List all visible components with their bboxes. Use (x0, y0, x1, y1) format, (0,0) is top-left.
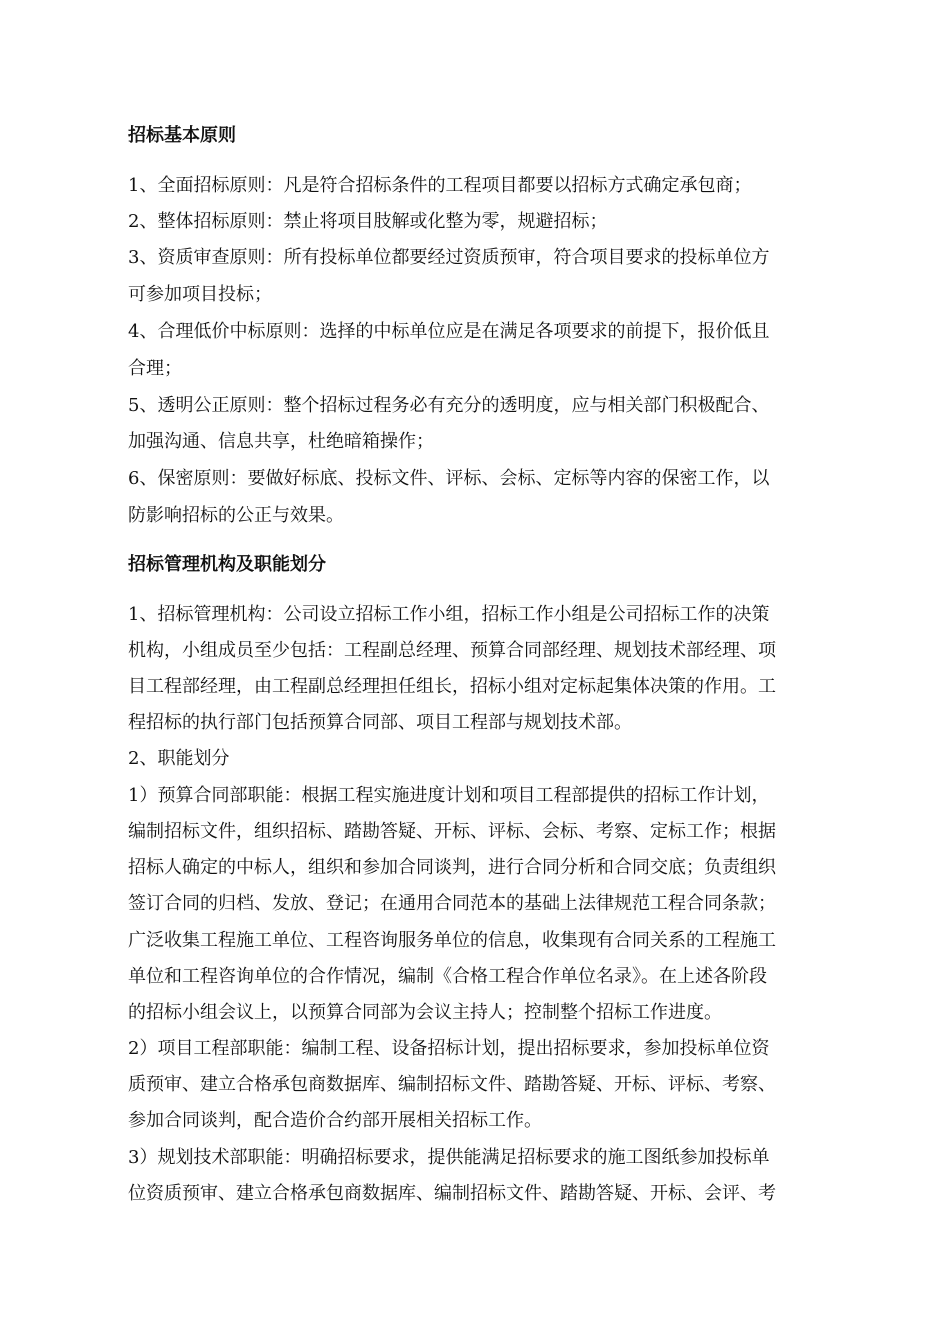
paragraph-line: 位资质预审、建立合格承包商数据库、编制招标文件、踏勘答疑、开标、会评、考 (128, 1183, 776, 1204)
paragraph-line: 3、资质审查原则：所有投标单位都要经过资质预审，符合项目要求的投标单位方 (128, 247, 770, 268)
paragraph-line: 3）规划技术部职能：明确招标要求，提供能满足招标要求的施工图纸参加投标单 (128, 1147, 770, 1168)
paragraph-line: 2、职能划分 (128, 748, 230, 769)
paragraph-line: 加强沟通、信息共享，杜绝暗箱操作； (128, 431, 434, 452)
paragraph-line: 1、全面招标原则：凡是符合招标条件的工程项目都要以招标方式确定承包商； (128, 175, 752, 196)
paragraph-line: 2、整体招标原则：禁止将项目肢解或化整为零，规避招标； (128, 211, 608, 232)
paragraph-line: 的招标小组会议上，以预算合同部为会议主持人；控制整个招标工作进度。 (128, 1002, 722, 1023)
paragraph-line: 可参加项目投标； (128, 284, 272, 305)
paragraph-line: 编制招标文件，组织招标、踏勘答疑、开标、评标、会标、考察、定标工作；根据 (128, 821, 776, 842)
paragraph-line: 广泛收集工程施工单位、工程咨询服务单位的信息，收集现有合同关系的工程施工 (128, 930, 776, 951)
paragraph-line: 5、透明公正原则：整个招标过程务必有充分的透明度，应与相关部门积极配合、 (128, 395, 770, 416)
paragraph-line: 2）项目工程部职能：编制工程、设备招标计划，提出招标要求，参加投标单位资 (128, 1038, 770, 1059)
paragraph-line: 防影响招标的公正与效果。 (128, 505, 344, 526)
paragraph-line: 签订合同的归档、发放、登记；在通用合同范本的基础上法律规范工程合同条款； (128, 893, 776, 914)
section-heading-principles: 招标基本原则 (128, 125, 236, 146)
paragraph-line: 目工程部经理，由工程副总经理担任组长，招标小组对定标起集体决策的作用。工 (128, 676, 776, 697)
paragraph-line: 6、保密原则：要做好标底、投标文件、评标、会标、定标等内容的保密工作，以 (128, 468, 770, 489)
paragraph-line: 质预审、建立合格承包商数据库、编制招标文件、踏勘答疑、开标、评标、考察、 (128, 1074, 776, 1095)
paragraph-line: 机构，小组成员至少包括：工程副总经理、预算合同部经理、规划技术部经理、项 (128, 640, 776, 661)
paragraph-line: 1）预算合同部职能：根据工程实施进度计划和项目工程部提供的招标工作计划， (128, 785, 770, 806)
paragraph-line: 1、招标管理机构：公司设立招标工作小组，招标工作小组是公司招标工作的决策 (128, 604, 770, 625)
paragraph-line: 招标人确定的中标人，组织和参加合同谈判，进行合同分析和合同交底；负责组织 (128, 857, 776, 878)
paragraph-line: 参加合同谈判，配合造价合约部开展相关招标工作。 (128, 1110, 542, 1131)
paragraph-line: 合理； (128, 358, 182, 379)
paragraph-line: 单位和工程咨询单位的合作情况，编制《合格工程合作单位名录》。在上述各阶段 (128, 966, 767, 987)
section-heading-organization: 招标管理机构及职能划分 (128, 554, 326, 575)
paragraph-line: 程招标的执行部门包括预算合同部、项目工程部与规划技术部。 (128, 712, 632, 733)
paragraph-line: 4、合理低价中标原则：选择的中标单位应是在满足各项要求的前提下，报价低且 (128, 321, 770, 342)
